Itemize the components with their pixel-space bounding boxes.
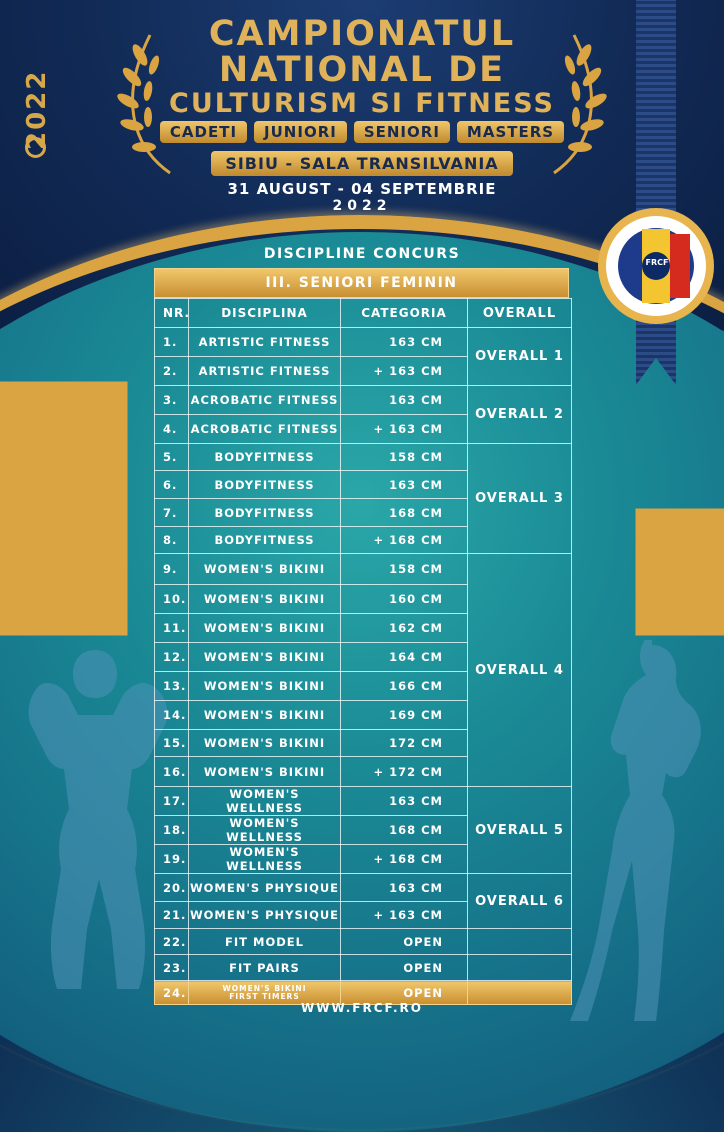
overall-group: OVERALL 1 [468,328,572,386]
overall-group: OVERALL 4 [468,554,572,787]
row-category: 164 CM [341,643,468,672]
row-discipline: BODYFITNESS [189,527,341,554]
row-category: + 163 CM [341,357,468,386]
row-category: 163 CM [341,874,468,902]
category-pill: JUNIORI [254,121,347,143]
row-discipline: WOMEN'S PHYSIQUE [189,902,341,929]
venue-banner: SIBIU - SALA TRANSILVANIA [211,151,513,176]
section-title: DISCIPLINE CONCURS [263,246,461,262]
row-category: 168 CM [341,499,468,527]
overall-empty [468,929,572,955]
row-number: 17. [155,787,189,816]
row-discipline: BODYFITNESS [189,471,341,499]
title-line-2: NATIONAL DE [218,50,506,90]
overall-group: OVERALL 6 [468,874,572,929]
row-number: 2. [155,357,189,386]
table-title: III. SENIORI FEMININ [154,268,569,298]
table-row [155,929,572,955]
table-row [155,955,572,981]
row-discipline: WOMEN'S BIKINI [189,643,341,672]
row-discipline: WOMEN'S BIKINI [189,757,341,787]
category-pill: CADETI [160,121,247,143]
overall-empty [468,955,572,981]
row-number: 6. [155,471,189,499]
row-discipline: WOMEN'S BIKINI [189,554,341,585]
row-number: 9. [155,554,189,585]
row-number: 19. [155,845,189,874]
row-number: 21. [155,902,189,929]
row-discipline: WOMEN'S BIKINI [189,585,341,614]
row-number: 8. [155,527,189,554]
title-line-3: CULTURISM SI FITNESS [169,88,555,119]
row-category: 163 CM [341,471,468,499]
table-row [155,787,572,816]
row-number: 23. [155,955,189,981]
table-row [155,328,572,357]
row-category: 158 CM [341,444,468,471]
category-pill: SENIORI [354,121,450,143]
category-pills [0,121,724,143]
seal-abbreviation: FRCF [645,258,669,267]
year-vertical: 2022 [22,69,52,150]
event-dates: 31 AUGUST - 04 SEPTEMBRIE [227,180,497,198]
row-discipline: WOMEN'S WELLNESS [189,816,341,845]
header-overall: OVERALL [468,299,572,328]
website-url: WWW.FRCF.RO [301,1001,423,1015]
header-category: CATEGORIA [341,299,468,328]
row-category: 166 CM [341,672,468,701]
row-category: + 172 CM [341,757,468,787]
row-number: 15. [155,730,189,757]
row-discipline: FIT PAIRS [189,955,341,981]
title-line-1: CAMPIONATUL [208,14,516,54]
overall-group: OVERALL 5 [468,787,572,874]
row-category: 168 CM [341,816,468,845]
table-row [155,874,572,902]
row-category: 169 CM [341,701,468,730]
row-discipline: WOMEN'S BIKINI [189,730,341,757]
row-discipline: WOMEN'S PHYSIQUE [189,874,341,902]
row-discipline: BODYFITNESS [189,444,341,471]
row-discipline: WOMEN'S WELLNESS [189,787,341,816]
row-category: 160 CM [341,585,468,614]
row-discipline: WOMEN'S WELLNESS [189,845,341,874]
row-category: 163 CM [341,328,468,357]
row-number: 20. [155,874,189,902]
row-discipline: WOMEN'S BIKINI [189,701,341,730]
row-category: + 163 CM [341,415,468,444]
discipline-sublabel: FIRST TIMERS [229,991,300,1001]
category-pill: MASTERS [457,121,564,143]
row-number: 10. [155,585,189,614]
row-discipline: ARTISTIC FITNESS [189,328,341,357]
row-discipline: ACROBATIC FITNESS [189,415,341,444]
female-silhouette [560,640,724,1024]
row-number: 11. [155,614,189,643]
table-row [155,554,572,585]
table-grid [154,298,572,1005]
row-number: 22. [155,929,189,955]
row-number: 7. [155,499,189,527]
row-discipline: WOMEN'S BIKINI [189,672,341,701]
row-number: 12. [155,643,189,672]
row-discipline: FIT MODEL [189,929,341,955]
table-row [155,386,572,415]
ribbon [636,0,676,385]
row-discipline: BODYFITNESS [189,499,341,527]
row-category: OPEN [341,955,468,981]
row-category: 172 CM [341,730,468,757]
overall-group: OVERALL 3 [468,444,572,554]
row-number: 3. [155,386,189,415]
row-number: 16. [155,757,189,787]
row-category: + 163 CM [341,902,468,929]
discipline-label: WOMEN'S BIKINI [222,983,307,993]
row-number: 1. [155,328,189,357]
row-number: 4. [155,415,189,444]
table-row [155,444,572,471]
row-number: 14. [155,701,189,730]
row-category: 163 CM [341,386,468,415]
event-year: 2022 [332,198,392,214]
row-number: 13. [155,672,189,701]
row-number: 18. [155,816,189,845]
row-category: + 168 CM [341,845,468,874]
row-discipline: ARTISTIC FITNESS [189,357,341,386]
row-category: 163 CM [341,787,468,816]
row-discipline: ACROBATIC FITNESS [189,386,341,415]
row-category: OPEN [341,981,468,1005]
disciplines-table [154,268,569,1005]
row-category: OPEN [341,929,468,955]
overall-group: OVERALL 2 [468,386,572,444]
header-discipline: DISCIPLINA [189,299,341,328]
row-discipline: WOMEN'S BIKINI [189,614,341,643]
header-nr: NR. [155,299,189,328]
row-category: 158 CM [341,554,468,585]
row-number: 24. [155,981,189,1005]
table-header-row [155,299,572,328]
row-category: 162 CM [341,614,468,643]
row-category: + 168 CM [341,527,468,554]
row-number: 5. [155,444,189,471]
